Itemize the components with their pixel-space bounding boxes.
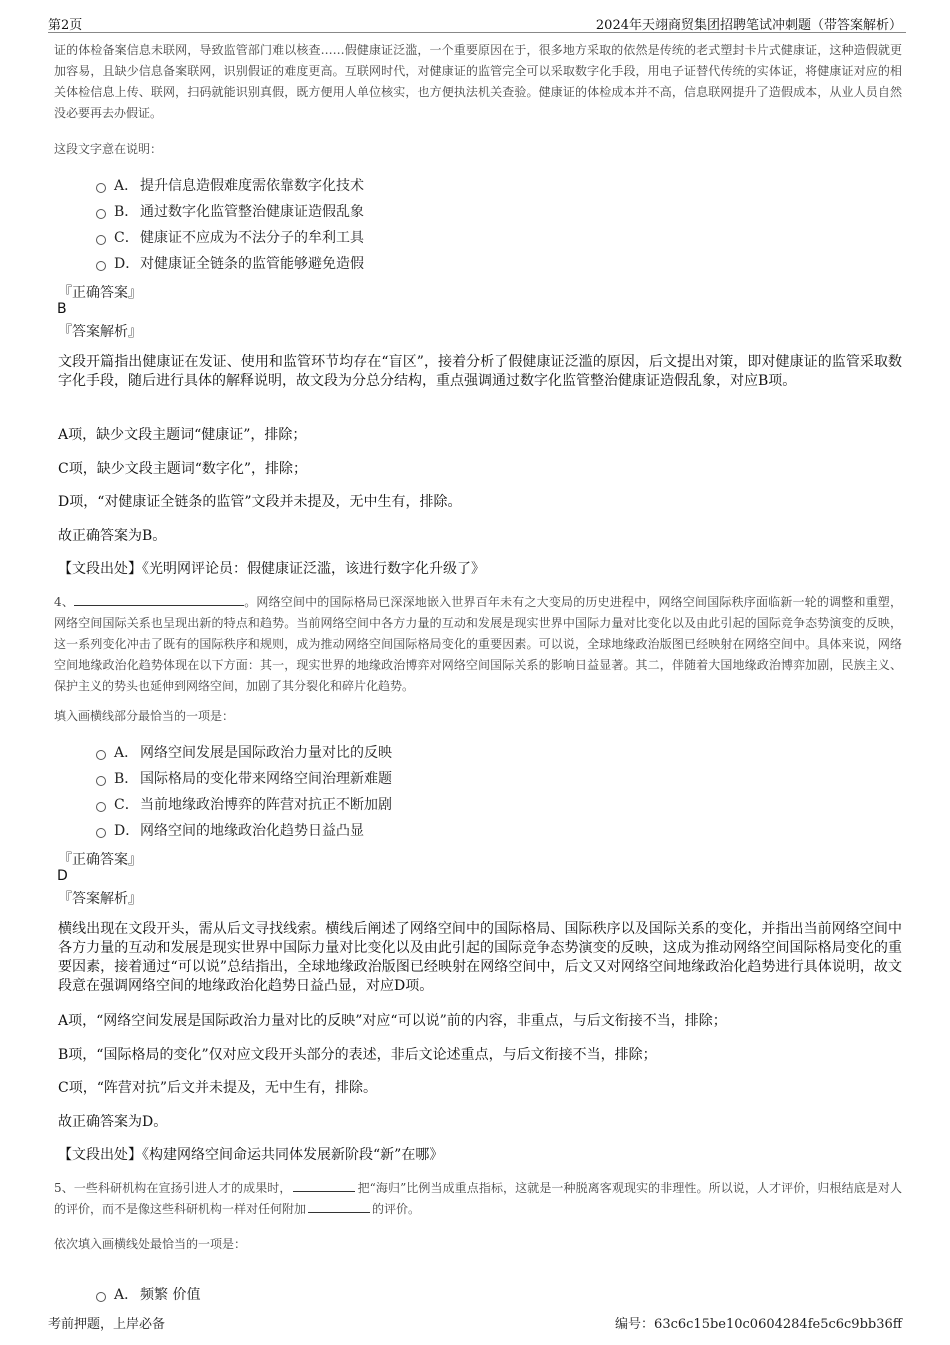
q4-prompt: 填入画横线部分最恰当的一项是：	[54, 709, 235, 723]
q3-option-d[interactable]: D．对健康证全链条的监管能够避免造假	[96, 253, 364, 273]
q4-line-c: C项，“阵营对抗”后文并未提及，无中生有，排除。	[58, 1080, 378, 1096]
q4-passage: 4、 。网络空间中的国际格局已深深地嵌入世界百年未有之大变局的历史进程中，网络空间国际秩序面临新一轮的调整和重塑，网络空间国际关系也呈现出新的特点和趋势。当前网络空间中各方力量的互动和发展是现实世界中国际力量对比变化以及由此引起的国际竞争态势演变的反映，这一系列变化冲击了既有的国际秩序和规则，成为推动网络空间国际格局变化的重要因素。可以说，全球地缘政治版图已经映射在网络空间中。具体来说，网络空间地缘政治化趋势体现在以下方面：其一，现实世界的地缘政治博弈对网络空间国际关系的影响日益显著。其二，伴随着大国地缘政治博弈加剧，民族主义、保护主义的势头也延伸到网络空间，加剧了其分裂化和碎片化趋势。	[54, 595, 902, 693]
q4-line-b: B项，“国际格局的变化”仅对应文段开头部分的表述，非后文论述重点，与后文衔接不当，排除；	[58, 1047, 657, 1063]
q3-line-a: A项，缺少文段主题词“健康证”，排除；	[58, 427, 307, 443]
q4-option-a[interactable]: A． 网络空间发展是国际政治力量对比的反映	[96, 742, 392, 762]
q3-passage: 证的体检备案信息未联网，导致监管部门难以核查……假健康证泛滥，一个重要原因在于，很多地方采取的依然是传统的老式塑封卡片式健康证，这种造假就更加容易，且缺少信息备案联网，识别假证的难度更高。互联网时代，对健康证的监管完全可以采取数字化手段，用电子证替代传统的实体证，将健康证对应的相关体检信息上传、联网，扫码就能识别真假，既方便用人单位核实，也方便执法机关查验。健康证的体检成本并不高，信息联网提升了造假成本，从业人员自然没必要再去办假证。	[54, 43, 902, 120]
q5-option-a[interactable]: A． 频繁 价值	[96, 1284, 200, 1304]
q5-prompt: 依次填入画横线处最恰当的一项是：	[54, 1237, 247, 1251]
q4-analysis-label: 『答案解析』	[58, 891, 142, 907]
radio-icon[interactable]	[96, 261, 106, 271]
q4-conclusion: 故正确答案为D。	[58, 1114, 168, 1130]
q5-blank-1	[293, 1179, 355, 1192]
q3-option-a[interactable]: A． 提升信息造假难度需依靠数字化技术	[96, 175, 364, 195]
page-number: 第2页	[48, 18, 83, 33]
q5-number: 5、	[54, 1181, 74, 1195]
q3-answer: B	[57, 301, 67, 317]
q4-analysis: 横线出现在文段开头，需从后文寻找线索。横线后阐述了网络空间中的国际格局、国际秩序以及国际关系的变化，并指出当前网络空间中各方力量的互动和发展是现实世界中国际力量对比变化以及由此引起的国际竞争态势演变的反映，这成为推动网络空间国际格局变化的重要因素，接着通过“可以说”总结指出，全球地缘政治版图已经映射在网络空间中，后文又对网络空间地缘政治化趋势进行具体说明，故文段意在强调网络空间的地缘政治化趋势日益凸显，对应D项。	[58, 921, 902, 994]
q4-option-b[interactable]: B． 国际格局的变化带来网络空间治理新难题	[96, 768, 392, 788]
q3-option-b[interactable]: B． 通过数字化监管整治健康证造假乱象	[96, 201, 364, 221]
footer-slogan: 考前押题，上岸必备	[48, 1317, 166, 1332]
radio-icon[interactable]	[96, 776, 106, 786]
q3-line-d: D项，“对健康证全链条的监管”文段并未提及，无中生有，排除。	[58, 494, 462, 510]
q4-number: 4、	[54, 595, 75, 609]
q3-analysis-label: 『答案解析』	[58, 324, 142, 340]
radio-icon[interactable]	[96, 828, 106, 838]
radio-icon[interactable]	[96, 1292, 106, 1302]
radio-icon[interactable]	[96, 183, 106, 193]
q3-line-c: C项，缺少文段主题词“数字化”，排除；	[58, 461, 308, 477]
q5-passage: 5、一些科研机构在宣扬引进人才的成果时， 把“海归”比例当成重点指标，这就是一种脱离客观现实的非理性。所以说，人才评价，归根结底是对人的评价，而不是像这些科研机构一样对任何附加 的评价。	[54, 1181, 902, 1216]
q4-line-a: A项，“网络空间发展是国际政治力量对比的反映”对应“可以说”前的内容，非重点，与后文衔接不当，排除；	[58, 1013, 727, 1029]
q3-analysis: 文段开篇指出健康证在发证、使用和监管环节均存在“盲区”，接着分析了假健康证泛滥的原因，后文提出对策，即对健康证的监管采取数字化手段，随后进行具体的解释说明，故文段为分总分结构，重点强调通过数字化监管整治健康证造假乱象，对应B项。	[58, 354, 902, 389]
q4-blank	[74, 593, 244, 606]
q3-source: 【文段出处】《光明网评论员：假健康证泛滥，该进行数字化升级了》	[58, 561, 485, 577]
q4-option-d[interactable]: D．网络空间的地缘政治化趋势日益凸显	[96, 820, 364, 840]
radio-icon[interactable]	[96, 209, 106, 219]
q4-answer: D	[57, 868, 68, 884]
radio-icon[interactable]	[96, 802, 106, 812]
q3-option-c[interactable]: C．健康证不应成为不法分子的牟利工具	[96, 227, 364, 247]
q5-blank-2	[308, 1200, 370, 1213]
q4-option-c[interactable]: C．当前地缘政治博弈的阵营对抗正不断加剧	[96, 794, 392, 814]
q4-answer-label: 『正确答案』	[58, 852, 142, 868]
q4-source: 【文段出处】《构建网络空间命运共同体发展新阶段“新”在哪》	[58, 1147, 444, 1163]
document-title: 2024年天翊商贸集团招聘笔试冲刺题（带答案解析）	[595, 18, 902, 33]
q3-answer-label: 『正确答案』	[58, 285, 142, 301]
radio-icon[interactable]	[96, 235, 106, 245]
q3-prompt: 这段文字意在说明：	[54, 142, 163, 156]
page-header	[48, 12, 906, 33]
q3-conclusion: 故正确答案为B。	[58, 528, 167, 544]
document-id: 编号：63c6c15be10c0604284fe5c6c9bb36ff	[615, 1317, 902, 1332]
radio-icon[interactable]	[96, 750, 106, 760]
